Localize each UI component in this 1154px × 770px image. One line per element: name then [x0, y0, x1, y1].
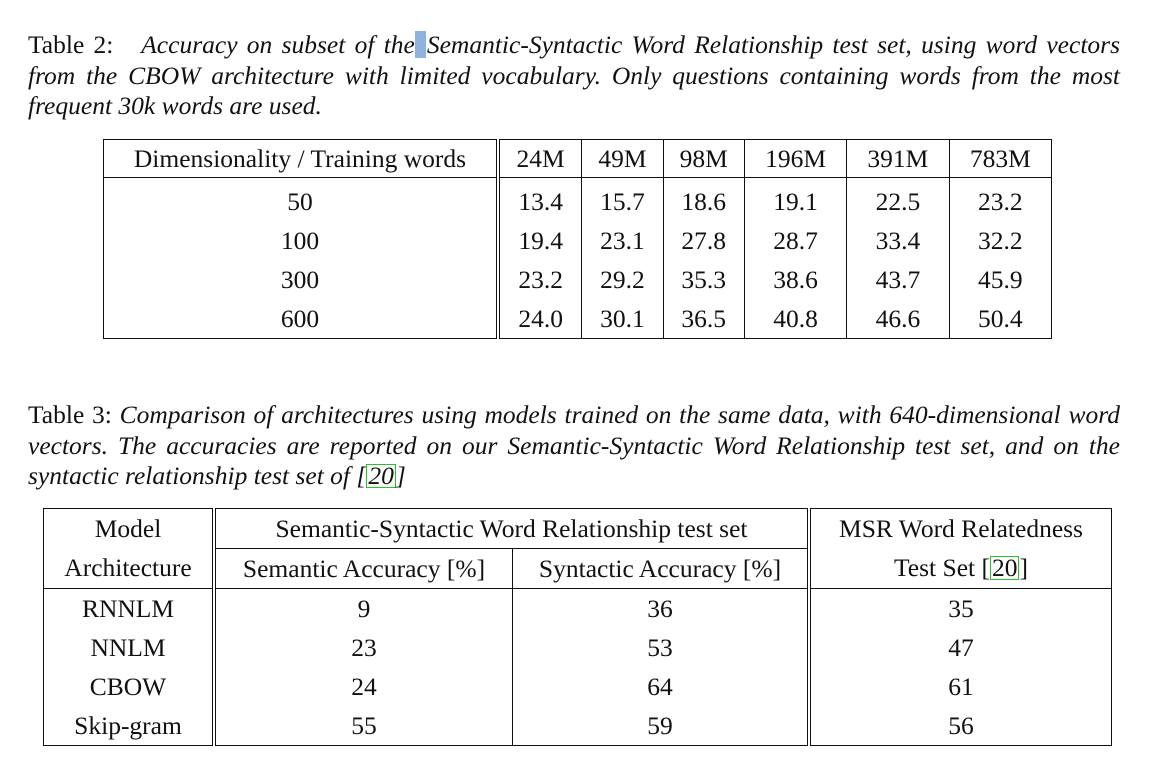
syntactic-accuracy-cell: 59 — [513, 706, 810, 746]
accuracy-cell: 40.8 — [744, 299, 846, 339]
msr-header: MSR Word Relatedness — [839, 513, 1083, 543]
group-header: Semantic-Syntactic Word Relationship test set — [214, 509, 809, 549]
training-words-header: 391M — [847, 140, 949, 178]
accuracy-cell: 28.7 — [744, 221, 846, 260]
table-row — [104, 178, 1052, 222]
msr-accuracy-cell: 61 — [948, 671, 974, 701]
table3-caption-close: ] — [395, 461, 406, 490]
citation-link[interactable]: 20 — [368, 461, 394, 490]
table2-caption-text-start: Accuracy on subset of the — [141, 30, 415, 59]
dimensionality-cell: 100 — [104, 221, 499, 260]
accuracy-cell: 43.7 — [847, 260, 949, 299]
syntactic-accuracy-cell: 36 — [513, 589, 810, 629]
table3-caption — [28, 400, 1120, 492]
training-words-header: 196M — [744, 140, 846, 178]
dimensionality-cell: 600 — [104, 299, 499, 339]
accuracy-cell: 30.1 — [582, 299, 663, 339]
accuracy-cell: 45.9 — [949, 260, 1051, 299]
table-row — [44, 589, 1112, 629]
accuracy-cell: 46.6 — [847, 299, 949, 339]
semantic-accuracy-cell: 23 — [214, 628, 513, 667]
table2-header-row — [104, 140, 1052, 178]
table-row — [44, 628, 1112, 667]
accuracy-cell: 15.7 — [582, 178, 663, 222]
table3-header-row-1 — [44, 509, 1112, 549]
syntactic-accuracy-cell: 53 — [513, 628, 810, 667]
accuracy-cell: 23.2 — [949, 178, 1051, 222]
accuracy-cell: 36.5 — [663, 299, 744, 339]
table2-caption-text-end: Semantic-Syntactic Word Relationship test set, using word vectors from the CBOW architecture with limited vocabulary. Only questions containing words from the most frequent 30k words are used. — [28, 30, 1121, 120]
model-name-cell: CBOW — [44, 667, 215, 706]
accuracy-cell: 23.2 — [518, 264, 563, 294]
table-row — [44, 706, 1112, 746]
semantic-accuracy-cell: 55 — [214, 706, 513, 746]
training-words-header: 783M — [949, 140, 1051, 178]
accuracy-cell: 23.1 — [582, 221, 663, 260]
accuracy-cell: 19.1 — [744, 178, 846, 222]
accuracy-cell: 19.4 — [518, 225, 563, 255]
training-words-header: 98M — [663, 140, 744, 178]
text-selection-cursor — [415, 31, 426, 58]
table3-label: Table 3: — [28, 400, 112, 429]
table-row — [104, 221, 1052, 260]
msr-accuracy-cell: 47 — [948, 632, 974, 662]
dimensionality-header: Dimensionality / Training words — [104, 140, 499, 178]
semantic-accuracy-cell: 9 — [214, 589, 513, 629]
accuracy-cell: 27.8 — [663, 221, 744, 260]
table-row — [104, 260, 1052, 299]
table-row — [104, 299, 1052, 339]
model-name-cell: RNNLM — [44, 589, 215, 629]
table-row — [44, 667, 1112, 706]
accuracy-cell: 13.4 — [518, 186, 563, 216]
accuracy-cell: 32.2 — [949, 221, 1051, 260]
test-set-header-text: Test Set [ — [894, 553, 990, 583]
table2-label: Table 2: — [28, 30, 114, 59]
dimensionality-cell: 50 — [104, 178, 499, 222]
test-set-header-close: ] — [1019, 553, 1028, 583]
accuracy-cell: 35.3 — [663, 260, 744, 299]
table3-header-row-2 — [44, 549, 1112, 589]
model-name-cell: NNLM — [44, 628, 215, 667]
model-name-cell: Skip-gram — [44, 706, 215, 746]
accuracy-cell: 22.5 — [847, 178, 949, 222]
table3 — [43, 508, 1112, 746]
msr-accuracy-cell: 35 — [948, 593, 974, 623]
accuracy-cell: 33.4 — [847, 221, 949, 260]
semantic-accuracy-cell: 24 — [214, 667, 513, 706]
table2 — [103, 139, 1052, 339]
syntactic-accuracy-cell: 64 — [513, 667, 810, 706]
training-words-header: 24M — [498, 140, 582, 178]
training-words-header: 49M — [582, 140, 663, 178]
table2-caption — [28, 30, 1120, 122]
dimensionality-cell: 300 — [104, 260, 499, 299]
table3-caption-text: Comparison of architectures using models trained on the same data, with 640-dimensional word vectors. The accuracies are reported on our Semantic-Syntactic Word Relationship test set, and on the syntactic relationship test set of [ — [28, 400, 1121, 490]
citation-link[interactable]: 20 — [991, 553, 1018, 583]
msr-accuracy-cell: 56 — [948, 710, 974, 740]
accuracy-cell: 38.6 — [744, 260, 846, 299]
semantic-accuracy-header: Semantic Accuracy [%] — [214, 549, 513, 589]
accuracy-cell: 50.4 — [949, 299, 1051, 339]
accuracy-cell: 29.2 — [582, 260, 663, 299]
syntactic-accuracy-header: Syntactic Accuracy [%] — [513, 549, 810, 589]
accuracy-cell: 18.6 — [663, 178, 744, 222]
accuracy-cell: 24.0 — [518, 303, 563, 333]
test-set-header — [809, 549, 1112, 589]
architecture-header: Architecture — [44, 549, 215, 589]
model-header: Model — [44, 509, 215, 549]
